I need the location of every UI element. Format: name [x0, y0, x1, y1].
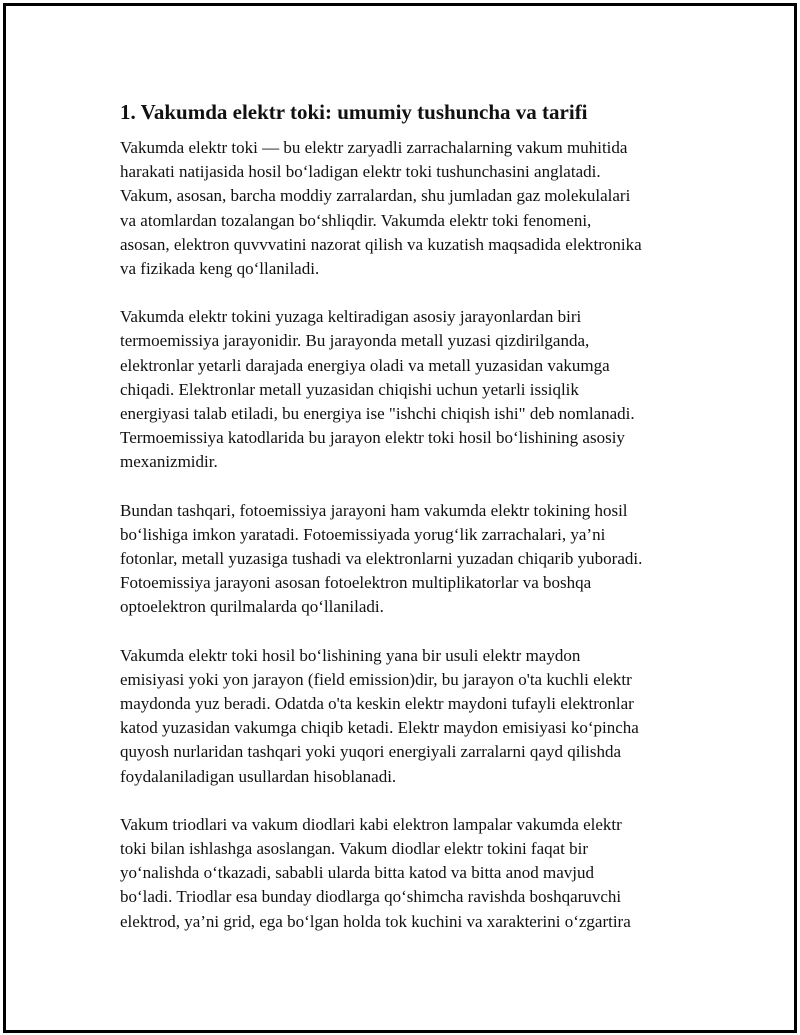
text-line: elektrod, ya’ni grid, ega bo‘lgan holda tok kuchini va xarakterini o‘zgartira	[120, 911, 631, 931]
text-line: energiyasi talab etiladi, bu energiya ise "ishchi chiqish ishi" deb nomlanadi.	[120, 404, 635, 424]
text-line: foydalaniladigan usullardan hisoblanadi.	[120, 766, 397, 786]
text-line: maydonda yuz beradi. Odatda o'ta keskin elektr maydoni tufayli elektronlar	[120, 694, 634, 714]
text-line: toki bilan ishlashga asoslangan. Vakum diodlar elektr tokini faqat bir	[120, 839, 589, 859]
text-line: katod yuzasidan vakumga chiqib ketadi. Elektr maydon emisiyasi ko‘pincha	[120, 718, 639, 738]
paragraph	[120, 499, 680, 620]
text-line: harakati natijasida hosil bo‘ladigan elektr toki tushunchasini anglatadi.	[120, 162, 601, 182]
text-line: mexanizmidir.	[120, 452, 218, 472]
text-line: Vakumda elektr tokini yuzaga keltiradigan asosiy jarayonlardan biri	[120, 307, 582, 327]
text-line: yo‘nalishda o‘tkazadi, sababli ularda bitta katod va bitta anod mavjud	[120, 863, 594, 883]
text-line: Vakumda elektr toki hosil bo‘lishining yana bir usuli elektr maydon	[120, 645, 581, 665]
paragraph	[120, 305, 680, 474]
text-line: Termoemissiya katodlarida bu jarayon elektr toki hosil bo‘lishining asosiy	[120, 428, 625, 448]
text-line: va fizikada keng qo‘llaniladi.	[120, 259, 320, 279]
text-line: quyosh nurlaridan tashqari yoki yuqori energiyali zarralarni qayd qilishda	[120, 742, 622, 762]
text-line: emisiyasi yoki yon jarayon (field emission)dir, bu jarayon o'ta kuchli elektr	[120, 669, 632, 689]
text-line: Bundan tashqari, fotoemissiya jarayoni ham vakumda elektr tokining hosil	[120, 500, 628, 520]
text-line: va atomlardan tozalangan bo‘shliqdir. Vakumda elektr toki fenomeni,	[120, 210, 592, 230]
paragraph	[120, 136, 680, 281]
paragraph	[120, 644, 680, 789]
text-line: bo‘ladi. Triodlar esa bunday diodlarga qo‘shimcha ravishda boshqaruvchi	[120, 887, 622, 907]
text-line: chiqadi. Elektronlar metall yuzasidan chiqishi uchun yetarli issiqlik	[120, 379, 579, 399]
text-line: optoelektron qurilmalarda qo‘llaniladi.	[120, 597, 384, 617]
text-line: Vakumda elektr toki — bu elektr zaryadli zarrachalarning vakum muhitida	[120, 138, 628, 157]
section-heading: 1. Vakumda elektr toki: umumiy tushuncha va tarifi	[120, 100, 588, 124]
text-line: Fotoemissiya jarayoni asosan fotoelektron multiplikatorlar va boshqa	[120, 573, 592, 593]
text-line: asosan, elektron quvvvatini nazorat qilish va kuzatish maqsadida elektronika	[120, 234, 642, 254]
text-line: elektronlar yetarli darajada energiya oladi va metall yuzasidan vakumga	[120, 355, 610, 375]
text-line: Vakum, asosan, barcha moddiy zarralardan, shu jumladan gaz molekulalari	[120, 186, 631, 206]
page-border	[3, 3, 797, 1033]
text-line: bo‘lishiga imkon yaratadi. Fotoemissiyada yorug‘lik zarrachalari, ya’ni	[120, 524, 606, 544]
document-body	[120, 98, 680, 958]
text-line: Vakum triodlari va vakum diodlari kabi elektron lampalar vakumda elektr	[120, 814, 622, 834]
text-line: termoemissiya jarayonidir. Bu jarayonda metall yuzasi qizdirilganda,	[120, 331, 590, 351]
text-line: fotonlar, metall yuzasiga tushadi va elektronlarni yuzadan chiqarib yuboradi.	[120, 549, 643, 569]
paragraph	[120, 813, 680, 934]
paragraph-list	[120, 136, 680, 934]
